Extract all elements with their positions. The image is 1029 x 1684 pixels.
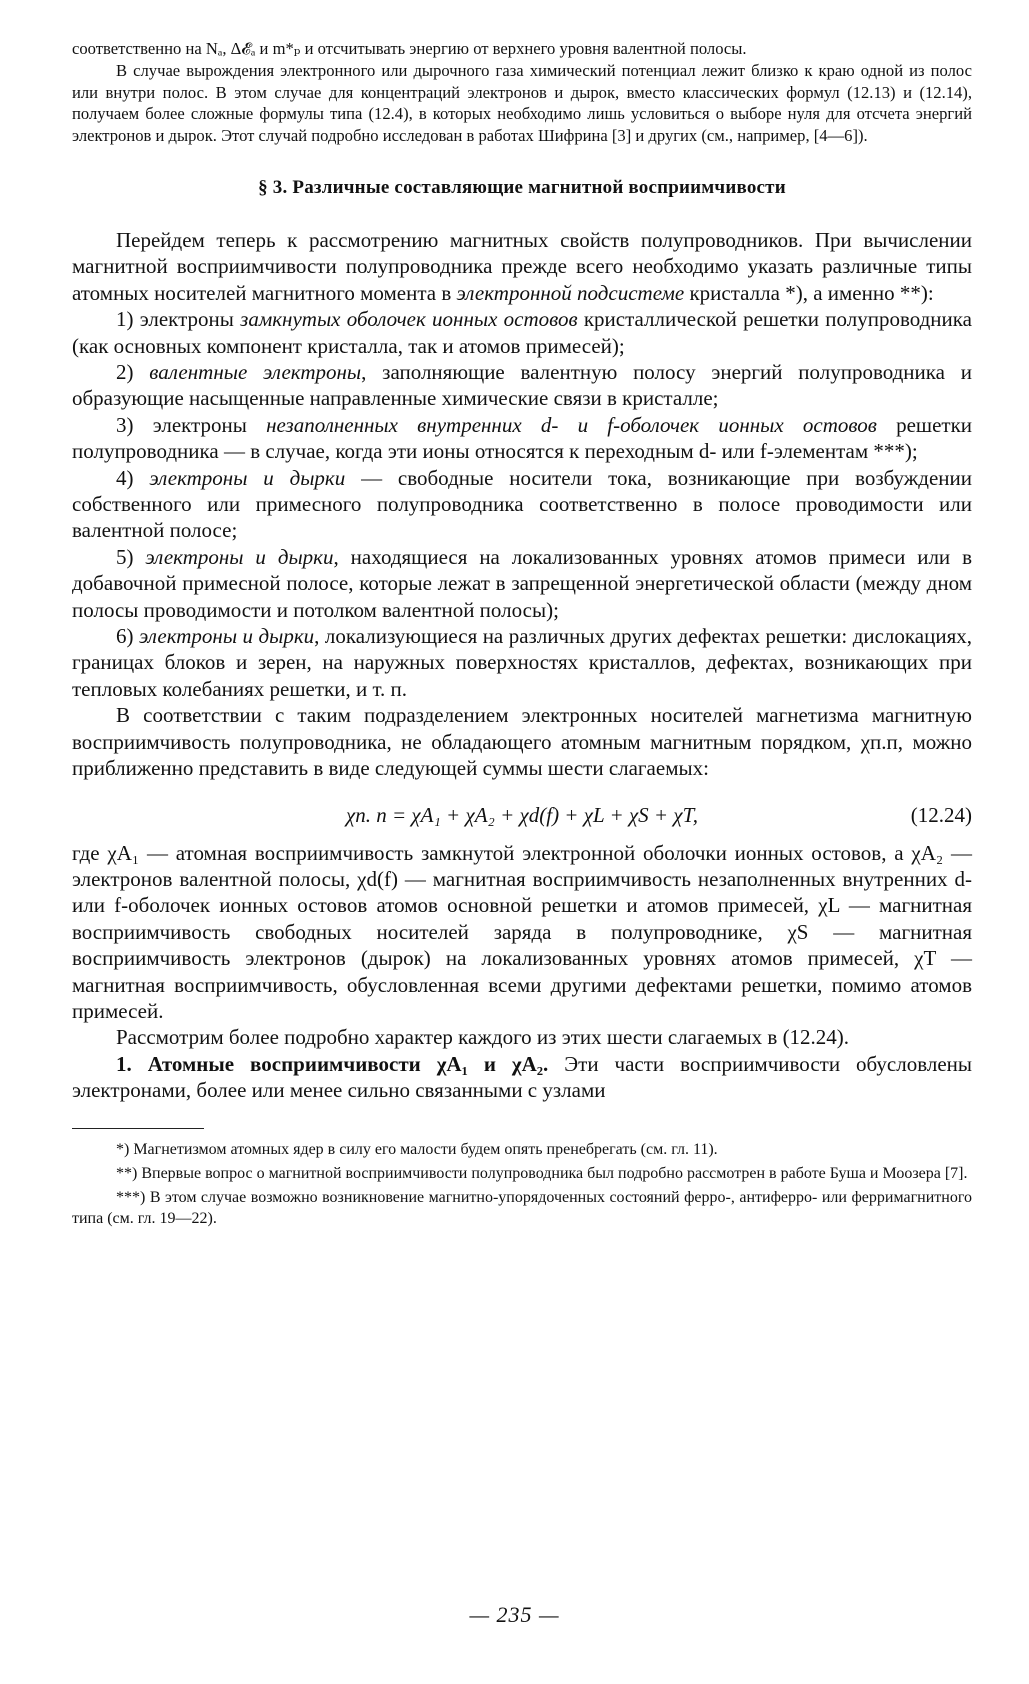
list-item: 4) электроны и дырки — свободные носители тока, возникающие при возбуждении собственного или примесного полупроводника соответственно в полосе проводимости или валентной полосе;: [72, 465, 973, 543]
list-item: 6) электроны и дырки, локализующиеся на различных других дефектах решетки: дислокациях, границах блоков и зерен, на наружных поверхностях кристаллов, дефектах, возникающих при тепловых колебаниях решетки, и т. п.: [72, 624, 973, 701]
where-paragraph: где χA₁ — атомная восприимчивость замкнутой электронной оболочки ионных остовов, а χA₂ — электронов валентной полосы, χd(f) — магнитная восприимчивость незаполненных внутренних d- или f-оболочек ионных остовов атомов основной решетки и атомов примесей, χL — магнитная восприимчивость свободных носителей заряда в полупроводнике, χS — магнитная восприимчивость электронов (дырок) на локализованных уровнях атомов примесей, χT — магнитная восприимчивость, обусловленная всеми другими дефектами решетки, помимо атомов примесей.: [72, 840, 972, 1023]
list-item: 3) электроны незаполненных внутренних d- и f-оболочек ионных остовов решетки полупроводника — в случае, когда эти ионы относятся к переходным d- или f-элементам ***);: [72, 412, 973, 464]
equation-12-24: [72, 796, 972, 834]
footnote-divider: [72, 1128, 204, 1129]
main-text-block: [72, 227, 972, 1104]
list-item: 5) электроны и дырки, находящиеся на локализованных уровнях атомов примеси или в добавочной примесной полосе, которые лежат в запрещенной энергетической области (между дном полосы проводимости и потолком валентной полосы);: [72, 544, 973, 622]
intro-emphasis: электронной подсистеме: [456, 280, 685, 305]
footnote: *) Магнетизмом атомных ядер в силу его малости будем опять пренебрегать (см. гл. 11).: [116, 1140, 718, 1158]
list-item: 1) электроны замкнутых оболочек ионных остовов кристаллической решетки полупроводника (как основных компонент кристалла, так и атомов примесей);: [72, 307, 972, 358]
intro-paragraph: Перейдем теперь к рассмотрению магнитных свойств полупроводников. При вычислении магнитной восприимчивости полупроводника прежде всего необходимо указать различные типы атомных носителей магнитного момента в электронной подсистеме кристалла *), а именно **):: [72, 227, 972, 305]
sum-paragraph: В соответствии с таким подразделением электронных носителей магнетизма магнитную восприимчивость полупроводника, не обладающего атомным магнитным порядком, χп.п, можно приближенно представить в виде следующей суммы шести слагаемых:: [72, 703, 972, 781]
section-heading: § 3. Различные составляющие магнитной восприимчивости: [258, 176, 786, 198]
continued-paragraph: соответственно на Nₐ, Δ𝓔ₐ и m*ₚ и отсчитывать энергию от верхнего уровня валентной полосы.: [72, 39, 747, 58]
list-item: 2) валентные электроны, заполняющие валентную полосу энергий полупроводника и образующие насыщенные направленные химические связи в кристалле;: [72, 360, 972, 411]
footnotes: [72, 1139, 972, 1229]
degeneracy-paragraph: В случае вырождения электронного или дырочного газа химический потенциал лежит близко к краю одной из полос или внутри полос. В этом случае для концентраций электронов и дырок, вместо классических формул (12.13) и (12.14), получаем более сложные формулы типа (12.4), в которых необходимо лишь условиться о выборе нуля для отсчета энергий электронов и дырок. Этот случай подробно исследован в работах Шифрина [3] и других (см., например, [4—6]).: [72, 60, 972, 146]
subsection-title: 1. Атомные восприимчивости χA₁ и χA₂.: [116, 1051, 549, 1076]
equation-expression: χп. п = χA₁ + χA₂ + χd(f) + χL + χS + χT,: [346, 802, 698, 827]
page-body: [72, 38, 972, 1232]
footnote: **) Впервые вопрос о магнитной восприимчивости полупроводника был подробно рассмотрен в работе Буша и Моозера [7].: [116, 1164, 968, 1182]
equation-number: (12.24): [910, 802, 972, 827]
consider-paragraph: Рассмотрим более подробно характер каждого из этих шести слагаемых в (12.24).: [116, 1025, 850, 1050]
page-number: — 235 —: [469, 1602, 560, 1627]
top-text-block: [72, 38, 972, 147]
subsection-paragraph: 1. Атомные восприимчивости χA₁ и χA₂. Эти части восприимчивости обусловлены электронами, более или менее сильно связанными с узлами: [72, 1051, 972, 1103]
footnote: ***) В этом случае возможно возникновение магнитно-упорядоченных состояний ферро-, антиферро- или ферримагнитного типа (см. гл. 19—22).: [72, 1188, 972, 1227]
